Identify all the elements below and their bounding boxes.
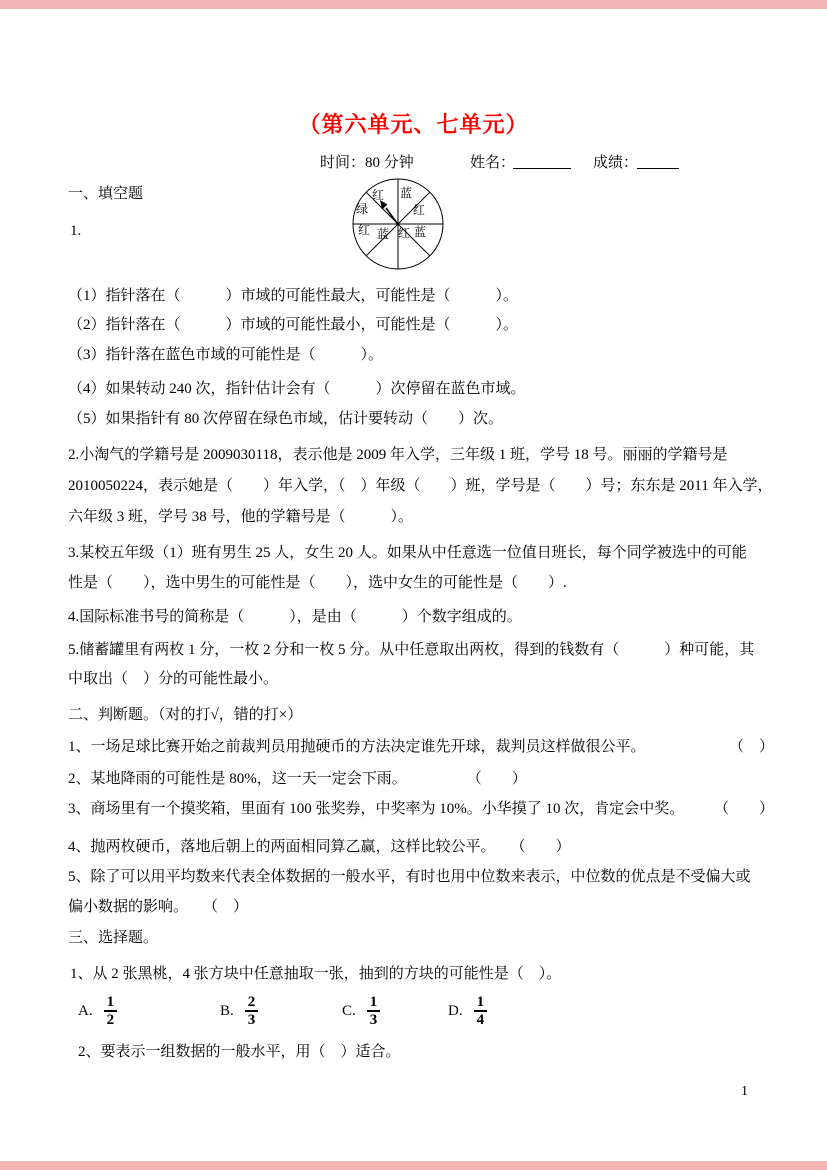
- sector-label-right-upper: 红: [412, 203, 426, 217]
- score-blank-line: [637, 153, 679, 169]
- choice-option-c: [342, 993, 380, 1029]
- section-choice-heading: 三、选择题。: [68, 930, 159, 946]
- fill-q1-item-5: （5）如果指针有 80 次停留在绿色市域，估计要转动（ ）次。: [68, 411, 504, 427]
- judge-item-1-text: 1、一场足球比赛开始之前裁判员用抛硬币的方法决定谁先开球，裁判员这样做很公平。: [68, 739, 646, 755]
- option-d-denominator: 4: [474, 1010, 488, 1028]
- judge-item-3-text: 3、商场里有一个摸奖箱，里面有 100 张奖券，中奖率为 10%。小华摸了 10 次，肯定会中奖。: [68, 801, 685, 817]
- page-number: 1: [741, 1084, 748, 1099]
- fill-q1-item-4: （4）如果转动 240 次，指针估计会有（ ）次停留在蓝色市域。: [68, 381, 526, 397]
- name-label: 姓名：: [470, 155, 516, 171]
- sector-label-top-right: 蓝: [399, 186, 413, 200]
- option-d-label: D.: [448, 1002, 463, 1019]
- fill-q2-line-2: 2010050224，表示她是（ ）年入学，（ ）年级（ ）班，学号是（ ）号；东东是 2011 年入学，: [68, 478, 773, 494]
- option-a-fraction: [104, 994, 118, 1028]
- choice-q2: 2、要表示一组数据的一般水平，用（ ）适合。: [78, 1044, 401, 1060]
- option-a-denominator: 2: [104, 1010, 118, 1028]
- page-title: （第六单元、七单元）: [298, 112, 529, 137]
- fill-q1-number: 1.: [70, 223, 82, 239]
- judge-item-3: [68, 799, 774, 819]
- fill-q4: 4.国际标准书号的简称是（ ），是由（ ）个数字组成的。: [68, 609, 522, 625]
- option-c-fraction: [367, 994, 381, 1028]
- section-fill-heading: 一、填空题: [68, 186, 144, 202]
- fill-q5-line-2: 中取出（ ）分的可能性最小。: [68, 671, 279, 687]
- choice-option-d: [448, 993, 487, 1029]
- judge-item-5-line-1: 5、除了可以用平均数来代表全体数据的一般水平，有时也用中位数来表示，中位数的优点是不受偏大或: [68, 869, 751, 885]
- judge-item-3-answer-bracket: （ ）: [713, 801, 774, 817]
- option-b-label: B.: [220, 1002, 234, 1019]
- spinner-pointer-arrow: [380, 200, 397, 223]
- bottom-pink-strip: [0, 1161, 827, 1170]
- fill-q2-line-3: 六年级 3 班，学号 38 号，他的学籍号是（ ）。: [68, 509, 414, 525]
- choice-option-a: [78, 993, 117, 1029]
- fill-q1-item-3: （3）指针落在蓝色市域的可能性是（ ）。: [68, 347, 384, 363]
- option-c-numerator: 1: [369, 994, 378, 1010]
- sector-label-right-lower: 蓝: [413, 225, 427, 239]
- spinner-wheel-figure: [350, 178, 446, 270]
- option-a-numerator: 1: [106, 994, 115, 1010]
- judge-item-5-line-2: 偏小数据的影响。 （ ）: [68, 899, 249, 915]
- section-judge-heading: 二、判断题。（对的打√，错的打×）: [68, 707, 303, 723]
- choice-option-b: [220, 993, 258, 1029]
- sector-label-bottom-right: 红: [397, 226, 411, 240]
- choice-q1: 1、从 2 张黑桃，4 张方块中任意抽取一张，抽到的方块的可能性是（ ）。: [70, 966, 562, 982]
- sector-label-bottom-left: 蓝: [376, 227, 390, 241]
- fill-q3-line-2: 性是（ ），选中男生的可能性是（ ），选中女生的可能性是（ ）.: [68, 575, 567, 591]
- time-label: 时间：80 分钟: [320, 155, 414, 171]
- option-b-fraction: [245, 994, 259, 1028]
- option-b-denominator: 3: [245, 1010, 259, 1028]
- score-label: 成绩：: [593, 155, 639, 171]
- option-b-numerator: 2: [247, 994, 256, 1010]
- option-d-fraction: [474, 994, 488, 1028]
- fill-q3-line-1: 3.某校五年级（1）班有男生 25 人，女生 20 人。如果从中任意选一位值日班长，每个同学被选中的可能: [68, 545, 747, 561]
- option-a-label: A.: [78, 1002, 93, 1019]
- judge-item-4: 4、抛两枚硬币，落地后朝上的两面相同算乙赢，这样比较公平。 （ ）: [68, 839, 571, 855]
- sector-label-left-upper: 绿: [355, 202, 369, 216]
- sector-label-left-lower: 红: [357, 223, 371, 237]
- name-blank-line: [513, 153, 571, 169]
- option-c-label: C.: [342, 1002, 356, 1019]
- fill-q2-line-1: 2.小淘气的学籍号是 2009030118，表示他是 2009 年入学，三年级 1 班，学号 18 号。丽丽的学籍号是: [68, 447, 728, 463]
- sector-label-top-left: 红: [371, 188, 385, 202]
- fill-q1-item-1: （1）指针落在（ ）市域的可能性最大，可能性是（ ）。: [68, 288, 519, 304]
- option-c-denominator: 3: [367, 1010, 381, 1028]
- judge-item-1: [68, 737, 774, 757]
- option-d-numerator: 1: [476, 994, 485, 1010]
- fill-q5-line-1: 5.储蓄罐里有两枚 1 分，一枚 2 分和一枚 5 分。从中任意取出两枚，得到的钱数有（ ）种可能，其: [68, 642, 755, 658]
- judge-item-1-answer-bracket: （ ）: [728, 739, 774, 755]
- judge-item-2: 2、某地降雨的可能性是 80%，这一天一定会下雨。 （ ）: [68, 771, 527, 787]
- top-pink-strip: [0, 0, 827, 9]
- fill-q1-item-2: （2）指针落在（ ）市域的可能性最小，可能性是（ ）。: [68, 317, 519, 333]
